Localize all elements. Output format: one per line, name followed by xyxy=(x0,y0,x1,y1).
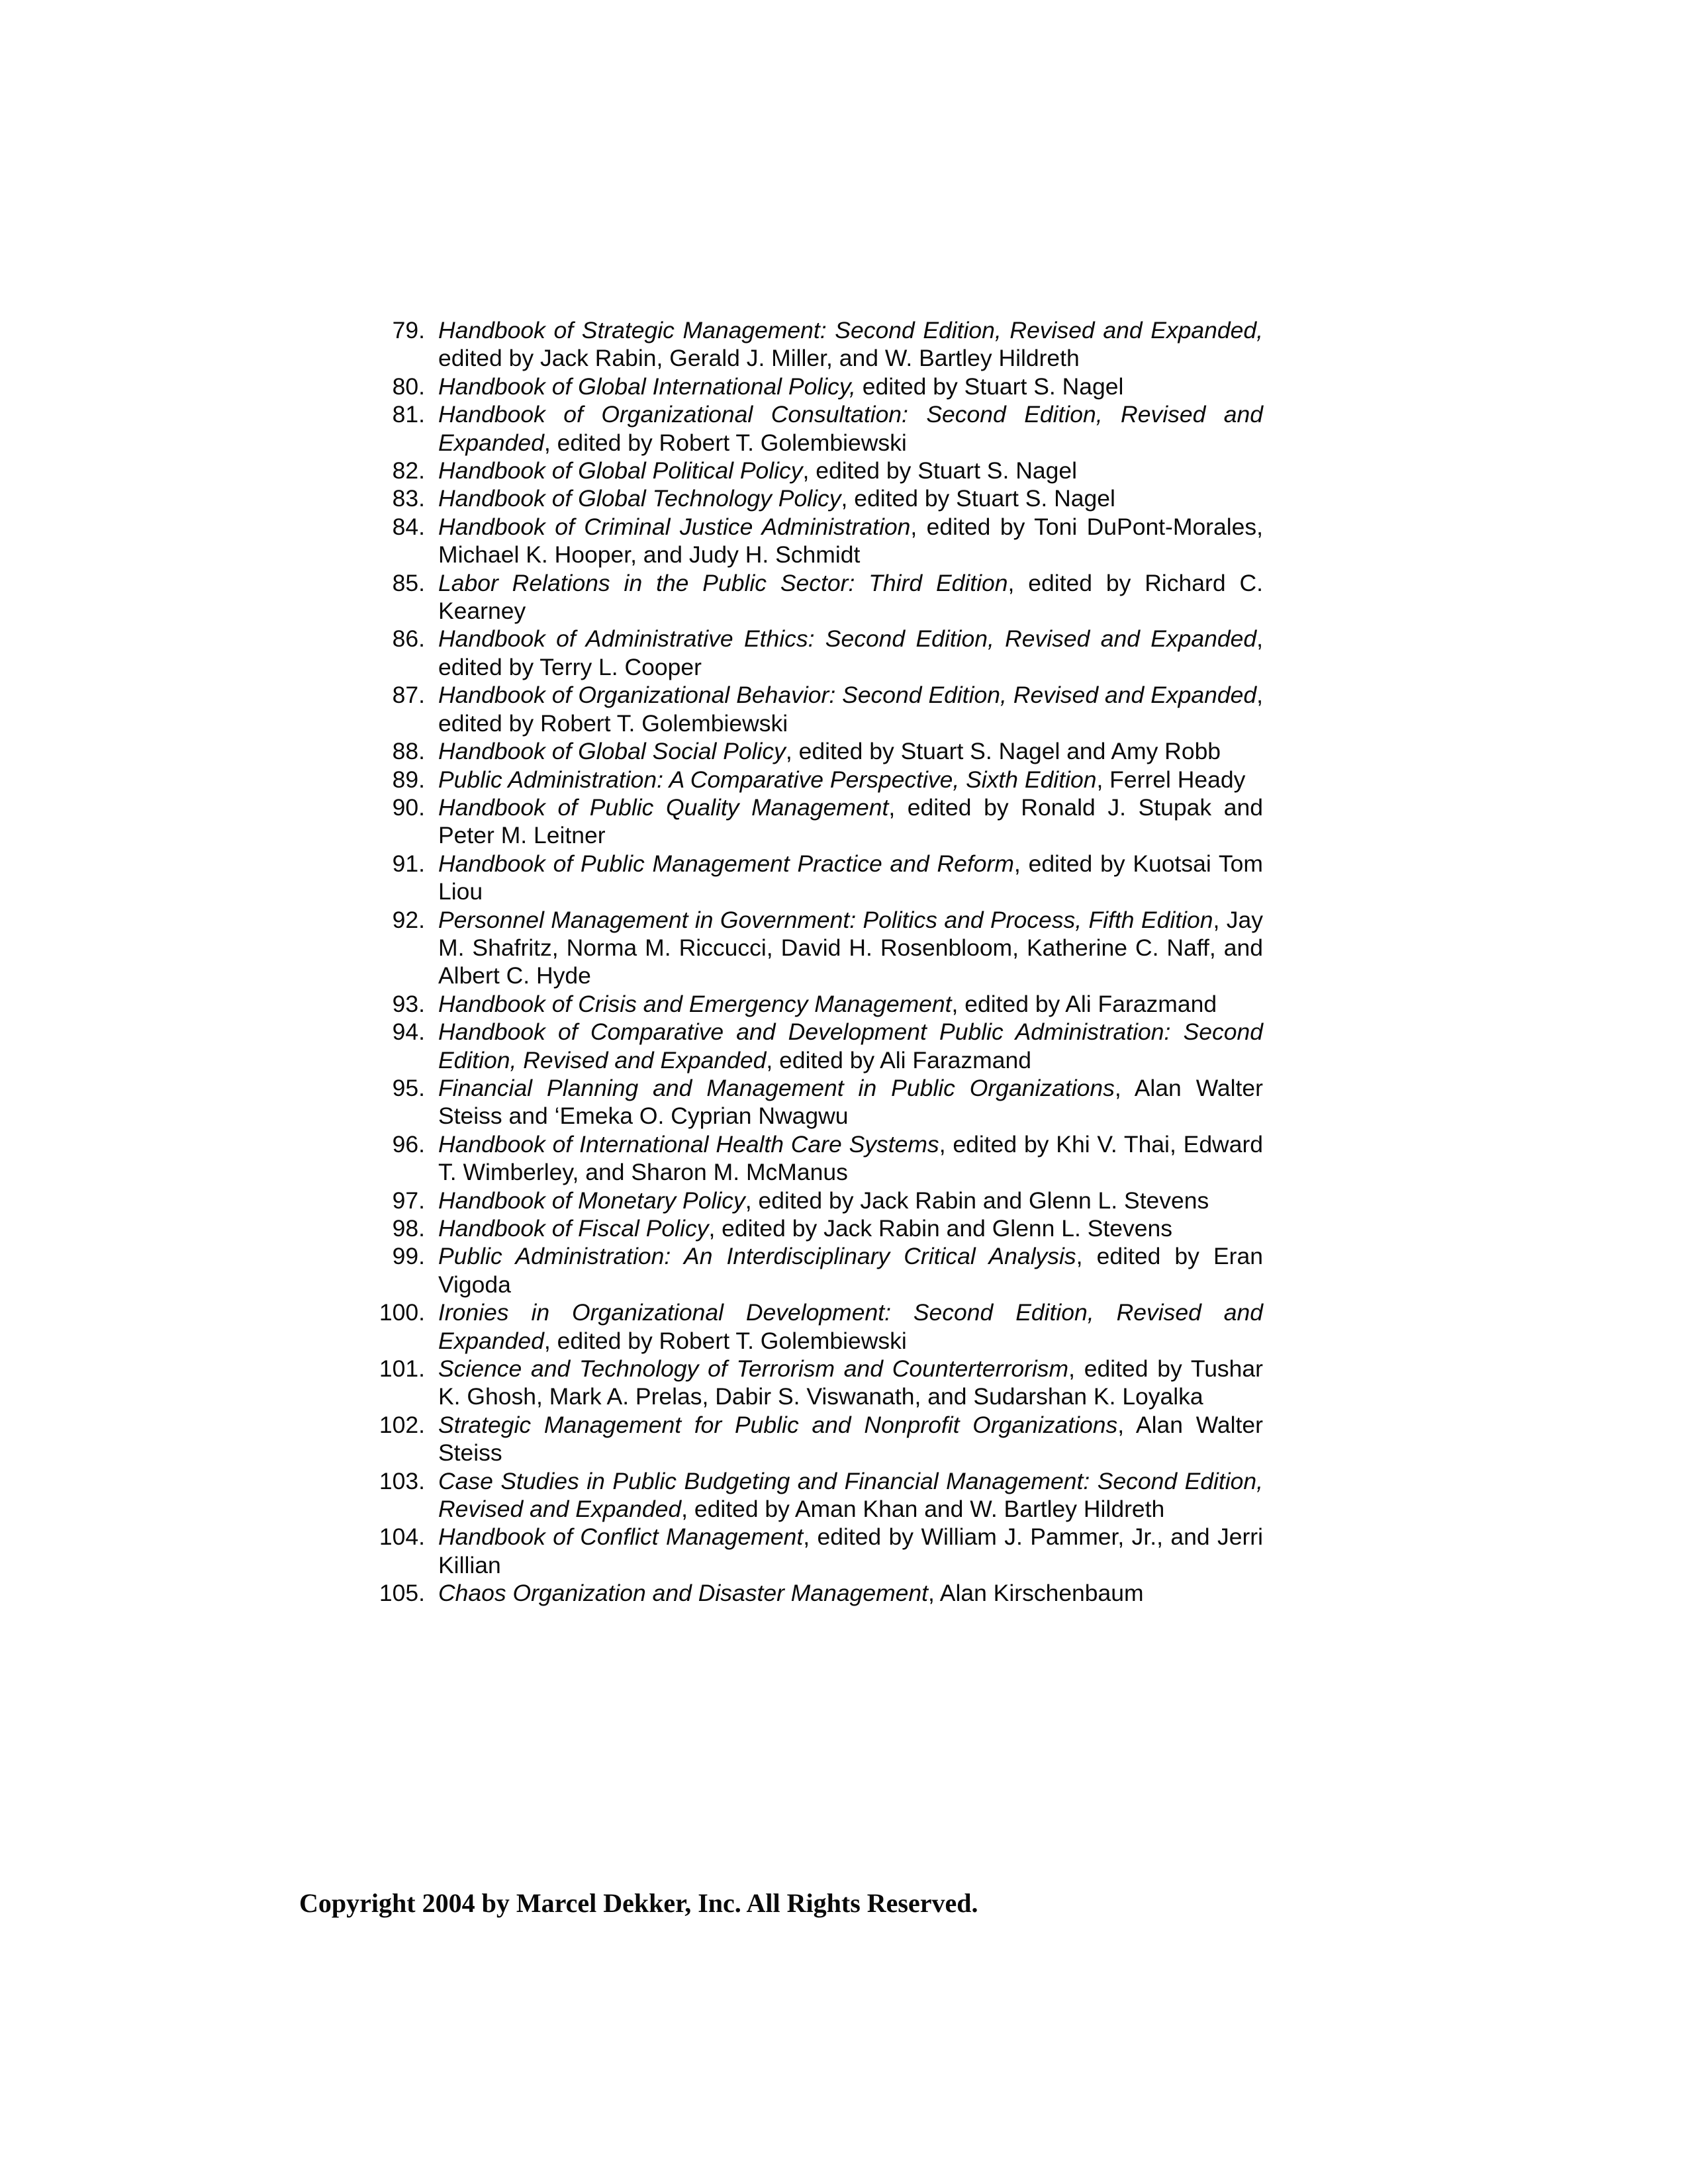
entry-number: 82. xyxy=(392,457,425,484)
entry-title: Handbook of Global Political Policy xyxy=(438,457,803,484)
series-entry xyxy=(377,1074,1263,1130)
entry-credit: , edited by Khi V. Thai, Edward T. Wimberley, and Sharon M. McManus xyxy=(438,1130,1264,1186)
entry-title: Personnel Management in Government: Politics and Process, Fifth Edition xyxy=(438,906,1213,933)
entry-credit: , Alan Walter Steiss xyxy=(438,1411,1263,1467)
series-entry xyxy=(377,1579,1263,1607)
entry-credit: , edited by Aman Khan and W. Bartley Hildreth xyxy=(681,1496,1165,1523)
entry-title: Handbook of Monetary Policy xyxy=(438,1187,745,1214)
entry-title: Chaos Organization and Disaster Management xyxy=(438,1580,928,1607)
entry-title: Handbook of Public Management Practice and Reform xyxy=(438,850,1014,877)
entry-credit: , Alan Walter Steiss and ‘Emeka O. Cyprian Nwagwu xyxy=(438,1074,1263,1130)
entry-title: Handbook of International Health Care Systems xyxy=(438,1130,939,1158)
entry-title: Ironies in Organizational Development: Second Edition, Revised and Expanded xyxy=(438,1299,1263,1354)
entry-number: 93. xyxy=(392,990,425,1017)
series-entry xyxy=(377,1467,1263,1524)
entry-credit: , edited by Kuotsai Tom Liou xyxy=(438,850,1263,905)
entry-number: 94. xyxy=(392,1019,425,1046)
entry-number: 105. xyxy=(379,1580,425,1607)
entry-title: Handbook of Fiscal Policy xyxy=(438,1215,709,1242)
series-entry xyxy=(377,1018,1263,1074)
entry-credit: , edited by Ali Farazmand xyxy=(766,1046,1031,1073)
entry-number: 99. xyxy=(392,1243,425,1270)
entry-credit: edited by Stuart S. Nagel xyxy=(855,373,1124,400)
entry-title: Science and Technology of Terrorism and Counterterrorism xyxy=(438,1355,1069,1383)
series-entry xyxy=(377,906,1263,990)
series-entry xyxy=(377,1187,1263,1214)
entry-number: 103. xyxy=(379,1467,425,1494)
entry-credit: , edited by Ali Farazmand xyxy=(951,990,1217,1017)
series-entry xyxy=(377,569,1263,625)
entry-title: Public Administration: An Interdisciplinary Critical Analysis xyxy=(438,1243,1076,1270)
entry-credit: , edited by Robert T. Golembiewski xyxy=(543,429,907,456)
series-entry xyxy=(377,625,1263,681)
series-entry xyxy=(377,400,1263,457)
entry-title: Handbook of Criminal Justice Administration xyxy=(438,513,911,540)
entry-credit: , edited by Robert T. Golembiewski xyxy=(543,1327,907,1354)
series-entry xyxy=(377,1411,1263,1467)
entry-number: 104. xyxy=(379,1524,425,1551)
entry-number: 84. xyxy=(392,513,425,540)
entry-number: 96. xyxy=(392,1130,425,1158)
entry-credit: , edited by Terry L. Cooper xyxy=(438,625,1263,680)
entry-credit: , Ferrel Heady xyxy=(1096,766,1246,793)
entry-number: 95. xyxy=(392,1074,425,1101)
entry-credit: , Jay M. Shafritz, Norma M. Riccucci, David H. Rosenbloom, Katherine C. Naff, and Albert C. Hyde xyxy=(438,906,1263,989)
entry-number: 90. xyxy=(392,794,425,821)
entry-title: Handbook of Conflict Management xyxy=(438,1524,804,1551)
entry-credit: , edited by Robert T. Golembiewski xyxy=(438,682,1263,737)
series-entry xyxy=(377,1242,1263,1298)
entry-title: Handbook of Global International Policy, xyxy=(438,373,856,400)
series-entry xyxy=(377,794,1263,850)
entry-title: Handbook of Global Technology Policy xyxy=(438,485,841,512)
entry-number: 89. xyxy=(392,766,425,793)
entry-title: Strategic Management for Public and Nonprofit Organizations xyxy=(438,1411,1118,1438)
copyright-notice: Copyright 2004 by Marcel Dekker, Inc. All Rights Reserved. xyxy=(299,1888,978,1918)
entry-credit: , edited by Jack Rabin and Glenn L. Stevens xyxy=(708,1215,1173,1242)
entry-number: 100. xyxy=(379,1299,425,1326)
series-entry xyxy=(377,990,1263,1018)
entry-number: 83. xyxy=(392,485,425,512)
series-entry xyxy=(377,373,1263,400)
entry-number: 101. xyxy=(379,1355,425,1383)
entry-number: 86. xyxy=(392,625,425,653)
entry-title: Public Administration: A Comparative Perspective, Sixth Edition xyxy=(438,766,1097,793)
entry-credit: , edited by Tushar K. Ghosh, Mark A. Prelas, Dabir S. Viswanath, and Sudarshan K. Loyalka xyxy=(438,1355,1263,1410)
series-entry xyxy=(377,1355,1263,1411)
entry-number: 102. xyxy=(379,1411,425,1438)
series-entry xyxy=(377,737,1263,765)
entry-credit: , edited by Ronald J. Stupak and Peter M. Leitner xyxy=(438,794,1263,849)
series-entry xyxy=(377,513,1263,569)
entry-title: Case Studies in Public Budgeting and Financial Management: Second Edition, Revised and Expanded xyxy=(438,1467,1263,1523)
entry-title: Handbook of Administrative Ethics: Second Edition, Revised and Expanded xyxy=(438,625,1257,653)
entry-number: 85. xyxy=(392,569,425,596)
entry-title: Handbook of Organizational Behavior: Second Edition, Revised and Expanded xyxy=(438,682,1257,709)
entry-number: 79. xyxy=(392,317,425,343)
entry-credit: , edited by Toni DuPont-Morales, Michael K. Hooper, and Judy H. Schmidt xyxy=(438,513,1263,569)
entry-credit: , edited by Stuart S. Nagel and Amy Robb xyxy=(785,738,1221,765)
entry-credit: , edited by Richard C. Kearney xyxy=(438,569,1263,625)
entry-number: 88. xyxy=(392,738,425,765)
series-entry xyxy=(377,681,1263,737)
series-entry xyxy=(377,1214,1263,1242)
entry-number: 92. xyxy=(392,906,425,933)
book-series-list xyxy=(377,316,1263,1608)
entry-title: Handbook of Organizational Consultation: Second Edition, Revised and Expanded xyxy=(438,401,1263,456)
series-entry xyxy=(377,316,1263,373)
entry-credit: , Alan Kirschenbaum xyxy=(928,1580,1144,1607)
entry-credit: , edited by Stuart S. Nagel xyxy=(802,457,1077,484)
entry-title: Handbook of Global Social Policy xyxy=(438,738,786,765)
entry-credit: , edited by William J. Pammer, Jr., and Jerri Killian xyxy=(438,1524,1263,1578)
entry-title: Handbook of Crisis and Emergency Management xyxy=(438,990,952,1017)
series-entry xyxy=(377,1130,1263,1187)
entry-title: Financial Planning and Management in Public Organizations xyxy=(438,1074,1115,1101)
entry-title: Labor Relations in the Public Sector: Third Edition xyxy=(438,569,1008,596)
entry-number: 87. xyxy=(392,682,425,709)
entry-number: 97. xyxy=(392,1187,425,1214)
entry-number: 98. xyxy=(392,1215,425,1242)
entry-title: Handbook of Strategic Management: Second Edition, Revised and Expanded, xyxy=(438,317,1263,343)
entry-number: 91. xyxy=(392,850,425,877)
entry-title: Handbook of Public Quality Management xyxy=(438,794,889,821)
series-entry xyxy=(377,1298,1263,1355)
series-entry xyxy=(377,1523,1263,1579)
series-entry xyxy=(377,457,1263,484)
entry-credit: edited by Jack Rabin, Gerald J. Miller, and W. Bartley Hildreth xyxy=(438,345,1080,372)
entry-number: 80. xyxy=(392,373,425,400)
entry-credit: , edited by Eran Vigoda xyxy=(438,1243,1263,1298)
entry-number: 81. xyxy=(392,401,425,428)
series-entry xyxy=(377,766,1263,794)
entry-title: Handbook of Comparative and Development Public Administration: Second Edition, Revised and Expanded xyxy=(438,1019,1263,1073)
series-entry xyxy=(377,850,1263,906)
entry-credit: , edited by Stuart S. Nagel xyxy=(841,485,1115,512)
entry-credit: , edited by Jack Rabin and Glenn L. Stevens xyxy=(745,1187,1209,1214)
series-entry xyxy=(377,484,1263,512)
